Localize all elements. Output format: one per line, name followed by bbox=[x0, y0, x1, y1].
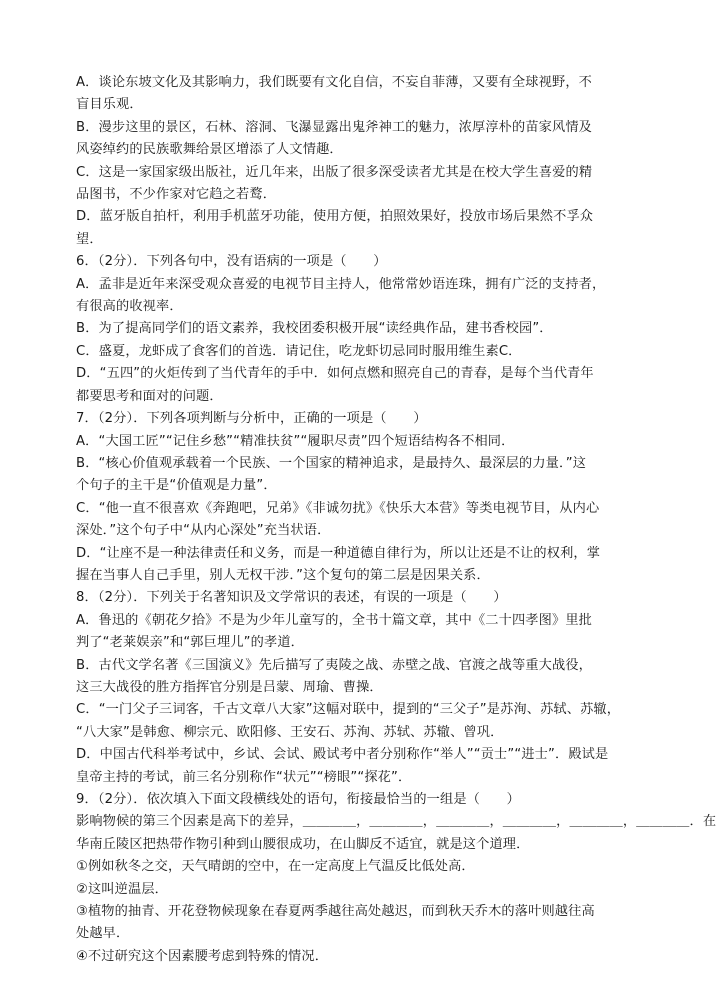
option-line: A．谈论东坡文化及其影响力，我们既要有文化自信，不妄自菲薄，又要有全球视野，不 bbox=[76, 75, 592, 90]
option-line: 判了“老莱娱亲”和“郭巨埋儿”的孝道． bbox=[76, 635, 304, 651]
option-line: 盲目乐观． bbox=[76, 97, 143, 113]
option-line: 深处．”这个句子中“从内心深处”充当状语． bbox=[76, 523, 331, 539]
option-line: C．“一门父子三词客，千古文章八大家”这幅对联中，提到的“三父子”是苏洵、苏轼、苏辙， bbox=[76, 702, 621, 718]
option-line: D．蓝牙版自拍杆，利用手机蓝牙功能，使用方便，拍照效果好，投放市场后果然不孚众 bbox=[76, 209, 594, 225]
passage-line: 影响物候的第三个因素是高下的差异，＿＿＿＿，＿＿＿＿，＿＿＿＿，＿＿＿＿，＿＿＿＿，＿＿＿＿．在 bbox=[76, 814, 716, 830]
option-line: “八大家”是韩愈、柳宗元、欧阳修、王安石、苏洵、苏轼、苏辙、曾巩． bbox=[76, 724, 504, 740]
passage-line: 华南丘陵区把热带作物引种到山腰很成功，在山脚反不适宜，就是这个道理． bbox=[76, 836, 530, 852]
option-line: C．盛夏，龙虾成了食客们的首选．请记住，吃龙虾切忌同时服用维生素C． bbox=[76, 343, 522, 359]
option-line: B．古代文学名著《三国演义》先后描写了夷陵之战、赤壁之战、官渡之战等重大战役， bbox=[76, 657, 593, 673]
question-stem: 8．（2分）．下列关于名著知识及文学常识的表述，有误的一项是（ ） bbox=[76, 590, 507, 606]
option-line: A．孟非是近年来深受观众喜爱的电视节目主持人，他常常妙语连珠，拥有广泛的支持者， bbox=[76, 276, 606, 292]
sentence-line: ①例如秋冬之交，天气晴朗的空中，在一定高度上气温反比低处高． bbox=[76, 859, 475, 875]
sentence-line: ②这叫逆温层． bbox=[76, 881, 168, 897]
option-line: C．这是一家国家级出版社，近几年来，出版了很多深受读者尤其是在校大学生喜爱的精 bbox=[76, 164, 593, 180]
option-line: B．为了提高同学们的语文素养，我校团委积极开展“读经典作品，建书香校园”． bbox=[76, 321, 553, 337]
option-line: B．漫步这里的景区，石林、溶洞、飞瀑显露出鬼斧神工的魅力，浓厚淳朴的苗家风情及 bbox=[76, 119, 593, 135]
option-line: 风姿绰约的民族歌舞给景区增添了人文情趣． bbox=[76, 142, 343, 158]
option-line: D．“五四”的火炬传到了当代青年的手中．如何点燃和照亮自己的青春，是每个当代青年 bbox=[76, 366, 594, 382]
option-line: 个句子的主干是“价值观是力量”． bbox=[76, 478, 277, 494]
question-stem: 7．（2分）．下列各项判断与分析中，正确的一项是（ ） bbox=[76, 411, 427, 427]
question-stem: 6．（2分）．下列各句中，没有语病的一项是（ ） bbox=[76, 254, 387, 270]
option-line: 皇帝主持的考试，前三名分别称作“状元”“榜眼”“探花”． bbox=[76, 769, 412, 785]
option-line: 这三大战役的胜方指挥官分别是吕蒙、周瑜、曹操． bbox=[76, 679, 383, 695]
sentence-line: 处越早． bbox=[76, 926, 130, 942]
option-line: D．中国古代科举考试中，乡试、会试、殿试考中者分别称作“举人”“贡士”“进士”．殿试是 bbox=[76, 747, 609, 763]
option-line: 有很高的收视率． bbox=[76, 299, 183, 315]
option-line: A．“大国工匠”“记住乡愁”“精准扶贫”“履职尽责”四个短语结构各不相同． bbox=[76, 433, 515, 449]
option-line: A．鲁迅的《朝花夕拾》不是为少年儿童写的，全书十篇文章，其中《二十四孝图》里批 bbox=[76, 612, 592, 628]
option-line: 握在当事人自己手里，别人无权干涉．”这个复句的第二层是因果关系． bbox=[76, 567, 490, 583]
option-line: 都要思考和面对的问题． bbox=[76, 388, 223, 404]
option-line: B．“核心价值观承载着一个民族、一个国家的精神追求，是最持久、最深层的力量．”这 bbox=[76, 455, 587, 471]
sentence-line: ④不过研究这个因素腰考虑到特殊的情况． bbox=[76, 948, 329, 964]
option-line: 品图书，不少作家对它趋之若鹜． bbox=[76, 187, 277, 203]
option-line: C．“他一直不很喜欢《奔跑吧，兄弟》《非诚勿扰》《快乐大本营》等类电视节目，从内心 bbox=[76, 500, 600, 516]
sentence-line: ③植物的抽青、开花登物候现象在春夏两季越往高处越迟，而到秋天乔木的落叶则越往高 bbox=[76, 904, 595, 920]
option-line: 望． bbox=[76, 231, 103, 247]
option-line: D．“让座不是一种法律责任和义务，而是一种道德自律行为，所以让还是不让的权利，掌 bbox=[76, 545, 601, 561]
question-stem: 9．（2分）．依次填入下面文段横线处的语句，衔接最恰当的一组是（ ） bbox=[76, 792, 521, 807]
